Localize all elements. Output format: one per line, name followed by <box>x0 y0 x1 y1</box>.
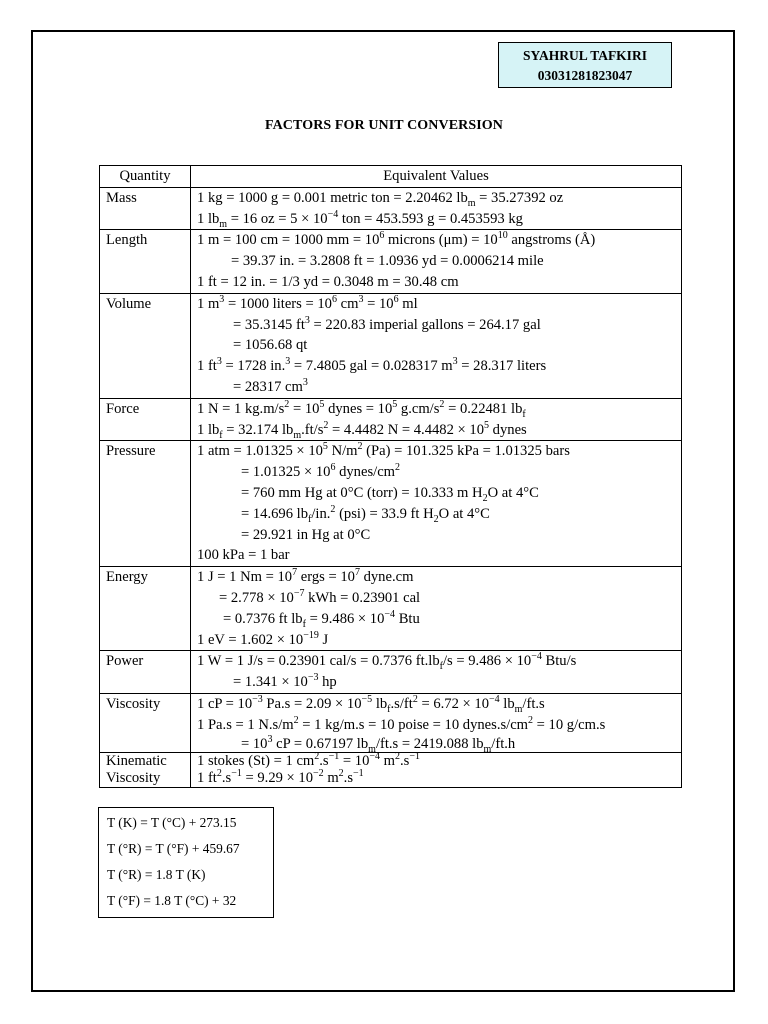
quantity-cell: Viscosity <box>100 693 191 752</box>
table-row <box>100 651 682 694</box>
table-row <box>100 752 682 787</box>
value-line: 1 $m^3 = 1000$ liters = $10^6$ $cm^3 = 10^6$ ml <box>197 293 418 312</box>
table-row <box>100 693 682 752</box>
value-line: = 0.7376 ft $lb_f = 9.486 \times 10^{-4}$ Btu <box>223 608 420 630</box>
value-line: 1 kg = 1000 g = 0.001 metric ton = 2.20462 $lb_m = 35.27392$ oz <box>197 189 564 209</box>
quantity-cell: Pressure <box>100 441 191 567</box>
value-line: 1 eV = $1.602 \times 10^{-19}$ J <box>197 629 329 648</box>
values-cell <box>191 230 682 293</box>
table-row <box>100 398 682 441</box>
table-row <box>100 187 682 230</box>
temperature-formula: T (K) = T (°C) + 273.15 <box>107 815 237 830</box>
values-cell <box>191 293 682 398</box>
quantity-cell: Power <box>100 651 191 694</box>
value-line: 1 J = 1 $Nm = 10^7$ ergs = $10^7$ dyne.cm <box>197 567 414 586</box>
value-line: 1 $ft^2.s^{-1} = 9.29 \times 10^{-2}$ $m^2.s^{-1}$ <box>197 767 364 786</box>
value-line: = 14.696 $lb_f/in.^2$ (psi) = 33.9 ft $H_2O$ at 4°C <box>241 503 490 525</box>
table-row <box>100 230 682 293</box>
values-cell <box>191 693 682 755</box>
quantity-cell: Length <box>100 230 191 293</box>
table-row <box>100 441 682 567</box>
temperature-formula: T (°R) = 1.8 T (K) <box>107 867 206 882</box>
value-line: = 1056.68 qt <box>233 337 308 354</box>
quantity-cell: Energy <box>100 567 191 651</box>
value-line: 1 N = 1 $kg.m/s^2 = 10^5$ dynes = $10^5$ $g.cm/s^2 = 0.22481$ $lb_f$ <box>197 398 526 420</box>
temperature-formula: T (°R) = T (°F) + 459.67 <box>107 841 240 856</box>
values-cell <box>191 567 682 651</box>
value-line: 1 m = 100 cm = 1000 mm = $10^6$ microns $(\mu m) = 10^{10}$ angstroms (Å) <box>197 230 596 249</box>
column-header-equivalent-values: Equivalent Values <box>191 166 682 188</box>
value-line: 1 $ft^3 = 1728$ in.$^3$ = 7.4805 gal = 0.028317 $m^3 = 28.317$ liters <box>197 356 547 375</box>
value-line: = 760 mm Hg at 0°C (torr) = 10.333 m $H_2O$ at 4°C <box>241 484 539 504</box>
quantity-cell: Mass <box>100 187 191 230</box>
value-line: = $10^3$ cP = 0.67197 $lb_m/ft.s = 2419.088$ $lb_m/ft.h$ <box>241 733 516 755</box>
values-cell <box>191 651 682 694</box>
value-line: = $1.341 \times 10^{-3}$ hp <box>233 672 337 691</box>
quantity-cell: Volume <box>100 293 191 398</box>
value-line: 1 W = 1 J/s = 0.23901 cal/s = 0.7376 $ft.lb_f/s = 9.486 \times 10^{-4}$ Btu/s <box>197 651 577 673</box>
value-line: 1 Pa.s = 1 $N.s/m^2 = 1$ kg/m.s = 10 poise = 10 $dynes.s/cm^2 = 10$ g/cm.s <box>197 714 606 733</box>
temperature-formula: T (°F) = 1.8 T (°C) + 32 <box>107 893 237 908</box>
value-line: = 39.37 in. = 3.2808 ft = 1.0936 yd = 0.0006214 mile <box>231 253 544 270</box>
value-line: 1 stokes (St) = 1 $cm^2.s^{-1} = 10^{-4}$ $m^2.s^{-1}$ <box>197 750 420 769</box>
value-line: 1 cP = $10^{-3}$ $Pa.s = 2.09 \times 10^{-5}$ $lb_f.s/ft^2 = 6.72 \times 10^{-4}$ $lb_m/ft.s$ <box>197 694 545 715</box>
table-row <box>100 293 682 398</box>
author-box <box>498 42 672 88</box>
values-cell <box>191 441 682 567</box>
table-row <box>100 567 682 651</box>
value-line: 100 kPa = 1 bar <box>197 547 290 564</box>
value-line: = $2.778 \times 10^{-7}$ kWh = 0.23901 cal <box>219 588 421 606</box>
values-cell <box>191 398 682 441</box>
document-title: FACTORS FOR UNIT CONVERSION <box>264 118 503 133</box>
temperature-conversion-box <box>98 807 274 918</box>
value-line: = 35.3145 $ft^3 = 220.83$ imperial gallons = 264.17 gal <box>233 314 541 333</box>
author-id: 03031281823047 <box>537 68 633 83</box>
values-cell <box>191 752 682 787</box>
value-line: 1 atm = $1.01325 \times 10^5$ $N/m^2$ (Pa) = 101.325 kPa = 1.01325 bars <box>197 441 570 460</box>
value-line: = $1.01325 \times 10^6$ dynes/$cm^2$ <box>241 462 401 481</box>
conversion-table <box>99 165 682 788</box>
value-line: 1 ft = 12 in. = 1/3 yd = 0.3048 m = 30.48 cm <box>197 273 459 290</box>
value-line: = 28317 $cm^3$ <box>233 377 308 395</box>
author-name: SYAHRUL TAFKIRI <box>523 48 647 63</box>
value-line: 1 $lb_f = 32.174$ $lb_m.ft/s^2 = 4.4482$ $N = 4.4482 \times 10^5$ dynes <box>197 419 527 441</box>
value-line: = 29.921 in Hg at 0°C <box>241 526 371 543</box>
table-header-row <box>100 166 682 188</box>
column-header-quantity: Quantity <box>100 166 191 188</box>
quantity-cell: Kinematic Viscosity <box>100 752 191 787</box>
values-cell <box>191 187 682 230</box>
value-line: 1 $lb_m = 16$ oz = $5 \times 10^{-4}$ ton = 453.593 g = 0.453593 kg <box>197 208 523 230</box>
quantity-cell: Force <box>100 398 191 441</box>
